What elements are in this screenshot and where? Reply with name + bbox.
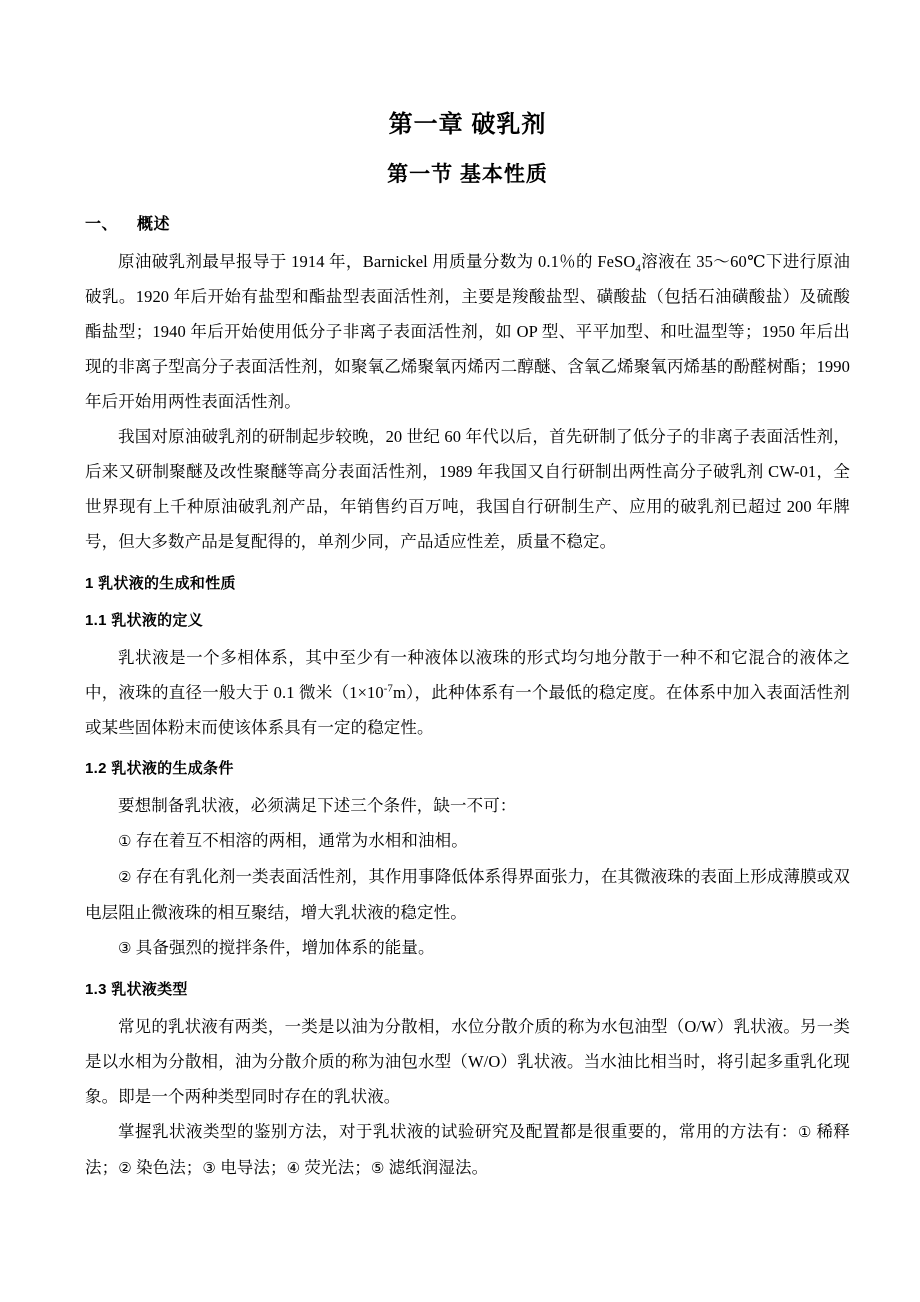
section-heading-overview xyxy=(85,212,850,238)
types-p2-intro: 掌握乳状液类型的鉴别方法，对于乳状液的试验研究及配置都是很重要的，常用的方法有： xyxy=(118,1122,798,1141)
heading-emulsion-definition: 1.1 乳状液的定义 xyxy=(85,612,204,629)
heading-emulsion-conditions: 1.2 乳状液的生成条件 xyxy=(85,760,234,777)
method-text-3: 电导法； xyxy=(220,1158,287,1177)
circled-number-4: ④ xyxy=(286,1159,301,1177)
condition-item-1 xyxy=(85,823,850,859)
method-text-4: 荧光法； xyxy=(304,1158,371,1177)
circled-number-5: ⑤ xyxy=(370,1159,385,1177)
document-title: 第一章 破乳剂 xyxy=(388,111,547,138)
feso4-subscript: 4 xyxy=(635,262,641,275)
definition-part2: m），此种体系有一个最低的稳定度。在体系中加入表面活性剂或某些固体粉末而使该体系具有一定的稳定性。 xyxy=(85,683,851,737)
overview-p1-part2: 溶液在 35～60℃下进行原油破乳。1920 年后开始有盐型和酯盐型表面活性剂，主要是羧酸盐型、磺酸盐（包括石油磺酸盐）及硫酸酯盐型；1940 年后开始使用低分子非离子表面活性剂，如 OP 型、平平加型、和吐温型等；1950 年后出现的非离子型高分子表面活性剂，如聚氧乙烯聚氧丙烯丙二醇醚、含氧乙烯聚氧丙烯基的酚醛树酯；1990 年后开始用两性表面活性剂。 xyxy=(85,252,850,411)
condition-text-2: 存在有乳化剂一类表面活性剂，其作用事降低体系得界面张力，在其微液珠的表面上形成薄膜或双电层阻止微液珠的相互聚结，增大乳状液的稳定性。 xyxy=(85,867,850,922)
circled-number-2: ② xyxy=(118,868,132,886)
method-text-1: 稀释法； xyxy=(85,1122,851,1177)
condition-item-3 xyxy=(85,930,850,966)
overview-p1-part1: 原油破乳剂最早报导于 1914 年，Barnickel 用质量分数为 0.1％的 FeSO xyxy=(118,252,636,271)
circled-number-3: ③ xyxy=(202,1159,216,1177)
circled-number-3: ③ xyxy=(118,939,132,957)
overview-paragraph-1 xyxy=(85,244,850,419)
method-text-2: 染色法； xyxy=(136,1158,203,1177)
overview-paragraph-2: 我国对原油破乳剂的研制起步较晚，20 世纪 60 年代以后，首先研制了低分子的非离子表面活性剂，后来又研制聚醚及改性聚醚等高分表面活性剂，1989 年我国又自行研制出两性高分子破乳剂 CW-01，全世界现有上千种原油破乳剂产品，年销售约百万吨，我国自行研制生产、应用的破乳剂已超过 200 年牌号，但大多数产品是复配得的，单剂少同，产品适应性差，质量不稳定。 xyxy=(85,427,850,551)
heading-emulsion-formation: 1 乳状液的生成和性质 xyxy=(85,575,236,592)
micron-exponent: -7 xyxy=(383,682,393,695)
types-paragraph-1: 常见的乳状液有两类，一类是以油为分散相，水位分散介质的称为水包油型（O/W）乳状液。另一类是以水相为分散相，油为分散介质的称为油包水型（W/O）乳状液。当水油比相当时，将引起多重乳化现象。即是一个两种类型同时存在的乳状液。 xyxy=(85,1017,850,1106)
condition-item-2 xyxy=(85,859,850,930)
definition-paragraph xyxy=(85,640,850,745)
section-title-overview: 概述 xyxy=(137,216,171,233)
condition-text-1: 存在着互不相溶的两相，通常为水相和油相。 xyxy=(135,831,468,850)
section-number-overview: 一、 xyxy=(85,216,119,233)
conditions-intro: 要想制备乳状液，必须满足下述三个条件，缺一不可： xyxy=(118,796,517,815)
circled-number-1: ① xyxy=(797,1123,812,1141)
circled-number-1: ① xyxy=(118,832,132,850)
document-subtitle: 第一节 基本性质 xyxy=(387,163,548,186)
condition-text-3: 具备强烈的搅拌条件，增加体系的能量。 xyxy=(135,938,435,957)
types-paragraph-2 xyxy=(85,1114,850,1186)
method-text-5: 滤纸润湿法。 xyxy=(388,1158,489,1177)
definition-part1: 乳状液是一个多相体系，其中至少有一种液体以液珠的形式均匀地分散于一种不和它混合的液体之中，液珠的直径一般大于 0.1 微米（1×10 xyxy=(85,648,850,702)
circled-number-2: ② xyxy=(118,1159,132,1177)
document-content xyxy=(85,0,850,1186)
heading-emulsion-types: 1.3 乳状液类型 xyxy=(85,981,188,998)
